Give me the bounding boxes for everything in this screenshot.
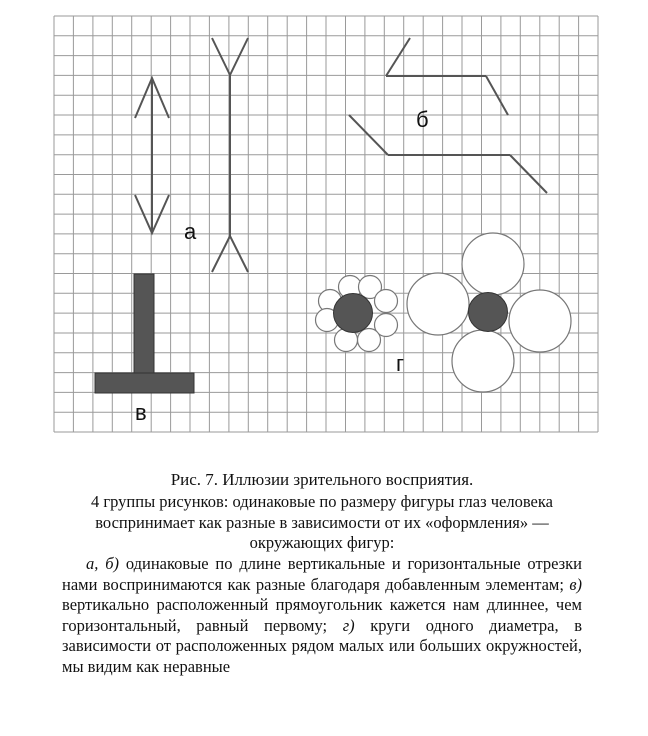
ebbinghaus-small-surround [316,276,398,352]
caption-letter-v: в) [569,574,582,594]
label-g: г [396,351,405,376]
caption-letter-ab: а, б) [86,554,119,573]
segment-inward [349,115,547,193]
caption-text-v: вертикально расположенный прямоугольник кажется нам длиннее, чем горизонтальный, равный первому; [62,595,582,635]
caption-text-ab: одинаковые по длине вертикальные и горизонтальные отрезки нами воспринимаются как разные благодаря добавленным элементам; [62,554,583,594]
center-circle-small-surround [334,294,373,333]
label-v: в [135,400,147,425]
label-b: б [416,107,429,132]
vertical-rectangle [134,274,154,373]
center-circle-large-surround [469,293,508,332]
caption-body [62,554,582,677]
horizontal-rectangle [95,373,194,393]
ebbinghaus-large-surround [407,233,571,392]
label-a: а [184,219,197,244]
caption-letter-g: г) [342,615,355,635]
caption-title: Рис. 7. Иллюзии зрительного восприятия. [170,470,474,489]
caption-text-g: круги одного диаметра, в зависимости от расположенных рядом малых или больших окружностей, мы видим как неравные [62,615,582,676]
caption-summary: 4 группы рисунков: одинаковые по размеру фигуры глаз человека воспринимает как разные в зависимости от их «оформления» — окружающих фигур: [91,492,553,552]
segment-outward [386,38,508,115]
arrow-outward-heads [135,78,169,233]
